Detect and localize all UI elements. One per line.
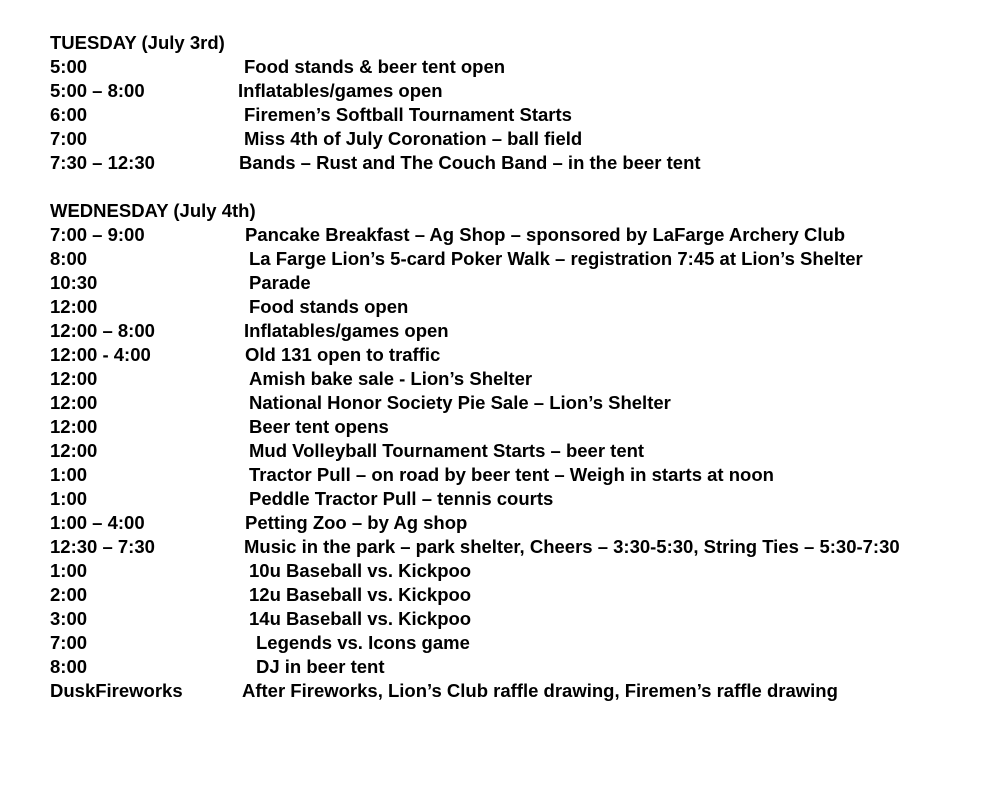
schedule-row (50, 535, 992, 559)
event-time: 7:00 (50, 128, 88, 149)
schedule-row (50, 463, 992, 487)
event-description: Tractor Pull – on road by beer tent – Weigh in starts at noon (249, 464, 774, 485)
event-time: 6:00 (50, 104, 88, 125)
tuesday-heading (50, 31, 225, 55)
event-description: La Farge Lion’s 5-card Poker Walk – registration 7:45 at Lion’s Shelter (249, 248, 863, 269)
event-description: 10u Baseball vs. Kickpoo (249, 560, 472, 581)
schedule-row (50, 583, 992, 607)
schedule-row (50, 151, 992, 175)
wednesday-date: (July 4th) (173, 200, 256, 221)
event-time: 12:00 (50, 296, 98, 317)
event-description: DJ in beer tent (256, 656, 385, 677)
event-description: 12u Baseball vs. Kickpoo (249, 584, 472, 605)
schedule-row (50, 247, 992, 271)
event-description: 14u Baseball vs. Kickpoo (249, 608, 472, 629)
schedule-row (50, 487, 992, 511)
event-time: 8:00 (50, 656, 88, 677)
schedule-row (50, 607, 992, 631)
event-time: 12:00 (50, 416, 98, 437)
event-time: 5:00 – 8:00 (50, 80, 145, 101)
schedule-row (50, 391, 992, 415)
event-description: Inflatables/games open (238, 80, 443, 101)
event-time: 10:30 (50, 272, 98, 293)
event-description: Food stands & beer tent open (244, 56, 506, 77)
event-time: DuskFireworks (50, 680, 183, 701)
schedule-row (50, 655, 992, 679)
schedule-row (50, 439, 992, 463)
event-time: 7:00 – 9:00 (50, 224, 145, 245)
event-time: 2:00 (50, 584, 88, 605)
event-description: Music in the park – park shelter, Cheers – 3:30-5:30, String Ties – 5:30-7:30 (244, 536, 900, 557)
event-time: 12:00 (50, 392, 98, 413)
schedule-row (50, 55, 992, 79)
wednesday-day: WEDNESDAY (50, 200, 169, 221)
event-description: Miss 4th of July Coronation – ball field (244, 128, 583, 149)
schedule-row (50, 79, 992, 103)
event-description: Beer tent opens (249, 416, 389, 437)
event-description: Old 131 open to traffic (245, 344, 441, 365)
event-time: 1:00 (50, 560, 88, 581)
wednesday-heading (50, 199, 256, 223)
schedule-row (50, 103, 992, 127)
event-description: Amish bake sale - Lion’s Shelter (249, 368, 533, 389)
event-time: 5:00 (50, 56, 88, 77)
schedule-row (50, 559, 992, 583)
schedule-row (50, 679, 992, 703)
event-time: 12:00 (50, 368, 98, 389)
schedule-row (50, 271, 992, 295)
schedule-row (50, 127, 992, 151)
schedule-row (50, 319, 992, 343)
event-description: Mud Volleyball Tournament Starts – beer tent (249, 440, 645, 461)
event-description: After Fireworks, Lion’s Club raffle drawing, Firemen’s raffle drawing (242, 680, 838, 701)
event-description: Firemen’s Softball Tournament Starts (244, 104, 572, 125)
event-time: 1:00 (50, 464, 88, 485)
event-description: Parade (249, 272, 311, 293)
schedule-row (50, 631, 992, 655)
event-description: Food stands open (249, 296, 409, 317)
event-description: Legends vs. Icons game (256, 632, 470, 653)
schedule-row (50, 367, 992, 391)
event-time: 12:00 (50, 440, 98, 461)
event-description: Petting Zoo – by Ag shop (245, 512, 468, 533)
schedule-row (50, 343, 992, 367)
schedule-row (50, 295, 992, 319)
event-time: 8:00 (50, 248, 88, 269)
event-description: Peddle Tractor Pull – tennis courts (249, 488, 554, 509)
event-time: 7:00 (50, 632, 88, 653)
tuesday-date: (July 3rd) (141, 32, 225, 53)
event-time: 12:00 - 4:00 (50, 344, 151, 365)
schedule-row (50, 511, 992, 535)
tuesday-day: TUESDAY (50, 32, 137, 53)
schedule-row (50, 415, 992, 439)
event-description: Bands – Rust and The Couch Band – in the beer tent (239, 152, 701, 173)
event-time: 1:00 (50, 488, 88, 509)
event-time: 3:00 (50, 608, 88, 629)
event-time: 1:00 – 4:00 (50, 512, 145, 533)
event-time: 12:30 – 7:30 (50, 536, 155, 557)
event-time: 12:00 – 8:00 (50, 320, 155, 341)
event-description: National Honor Society Pie Sale – Lion’s Shelter (249, 392, 671, 413)
schedule-row (50, 223, 992, 247)
event-description: Inflatables/games open (244, 320, 449, 341)
event-description: Pancake Breakfast – Ag Shop – sponsored by LaFarge Archery Club (245, 224, 846, 245)
event-time: 7:30 – 12:30 (50, 152, 155, 173)
